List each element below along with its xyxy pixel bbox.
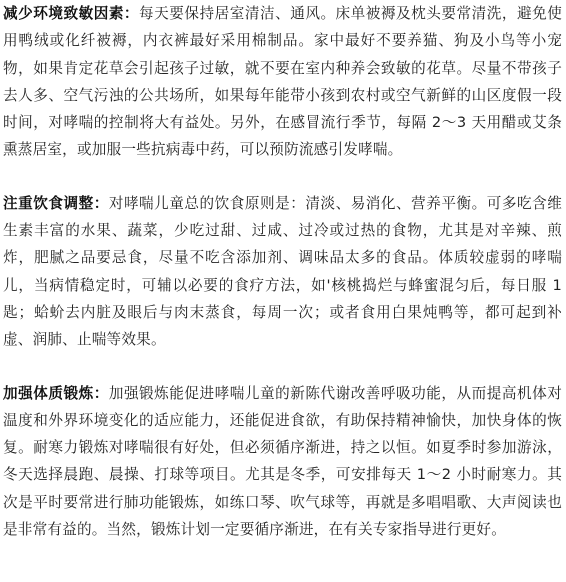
paragraph-environment — [3, 0, 562, 164]
paragraph-text: 加强锻炼能促进哮喘儿童的新陈代谢改善呼吸功能，从而提高机体对温度和外界环境变化的适应能力，还能促进食欲，有助保持精神愉快，加快身体的恢复。耐寒力锻炼对哮喘很有好处，但必须循序渐进，持之以恒。如夏季时参加游泳，冬天选择晨跑、晨操、打球等项目。尤其是冬季，可安排每天 1～2 小时耐寒力。其次是平时要常进行肺功能锻炼，如练口琴、吹气球等，再就是多唱唱歌、大声阅读也是非常有益的。当然，锻炼计划一定要循序渐进，在有关专家指导进行更好。 — [3, 384, 562, 539]
paragraph-diet — [3, 190, 562, 354]
paragraph-heading: 注重饮食调整： — [3, 194, 109, 212]
paragraph-text: 对哮喘儿童总的饮食原则是：清淡、易消化、营养平衡。可多吃含维生素丰富的水果、蔬菜，少吃过甜、过咸、过冷或过热的食物，尤其是对辛辣、煎炸，肥腻之品要忌食，尽量不吃含添加剂、调味品太多的食品。体质较虚弱的哮喘儿，当病情稳定时，可辅以必要的食疗方法，如'核桃捣烂与蜂蜜混匀后，每日服 1 匙；蛤蚧去内脏及眼后与肉末蒸食，每周一次；或者食用白果炖鸭等，都可起到补虚、润肺、止喘等效果。 — [3, 194, 562, 349]
paragraph-text: 每天要保持居室清洁、通风。床单被褥及枕头要常清洗，避免使用鸭绒或化纤被褥，内衣裤最好采用棉制品。家中最好不要养猫、狗及小鸟等小宠物，如果肯定花草会引起孩子过敏，就不要在室内种养会致敏的花草。尽量不带孩子去人多、空气污浊的公共场所，如果每年能带小孩到农村或空气新鲜的山区度假一段时间，对哮喘的控制将大有益处。另外，在感冒流行季节，每隔 2～3 天用醋或艾条熏蒸居室，或加服一些抗病毒中药，可以预防流感引发哮喘。 — [3, 5, 562, 159]
paragraph-heading: 减少环境致敏因素： — [3, 5, 140, 22]
paragraph-heading: 加强体质锻炼： — [3, 384, 109, 402]
paragraph-exercise — [3, 380, 562, 544]
